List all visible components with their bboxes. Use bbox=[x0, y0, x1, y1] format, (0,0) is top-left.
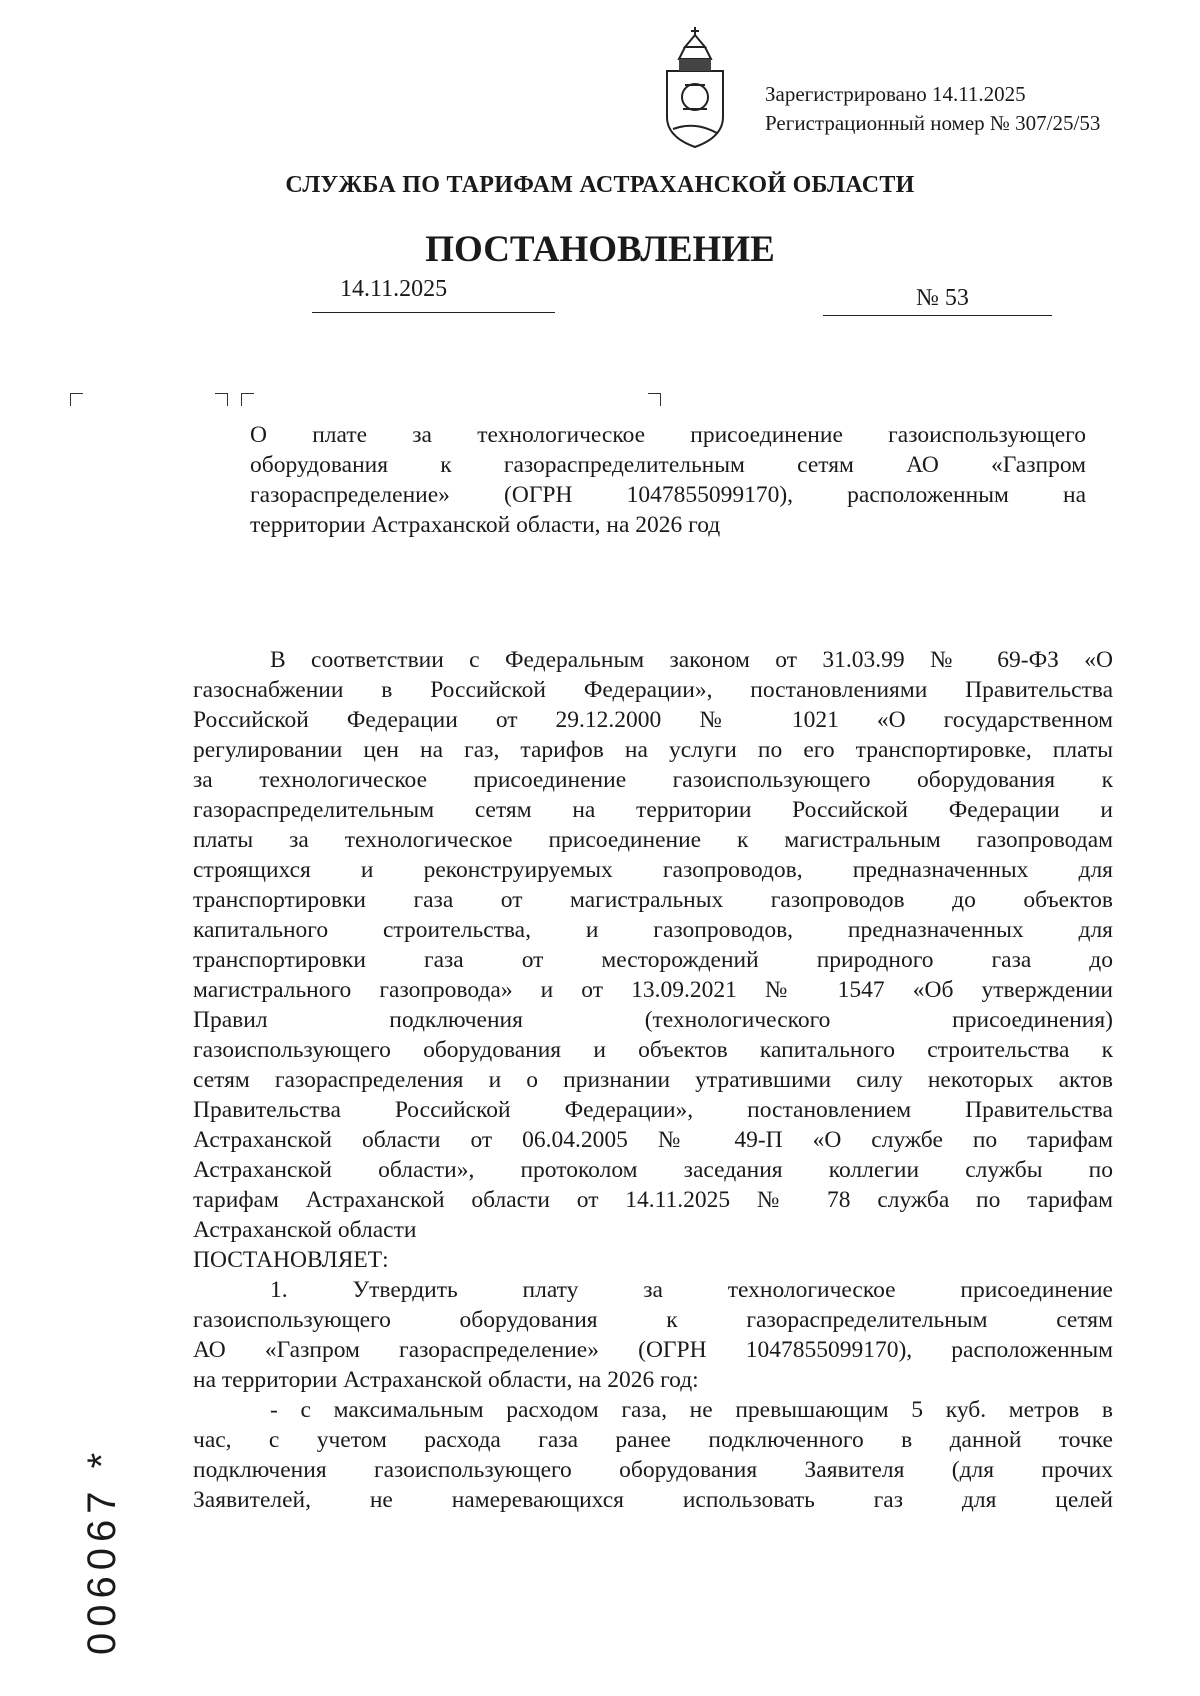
document-body bbox=[193, 645, 1113, 1515]
body-line: 1. Утвердить плату за технологическое присоединение bbox=[270, 1277, 1113, 1303]
document-number: № 53 bbox=[916, 285, 969, 311]
left-margin-corner-mark bbox=[70, 393, 83, 406]
side-serial-number: 006067 * bbox=[80, 1446, 124, 1655]
agency-title: СЛУЖБА ПО ТАРИФАМ АСТРАХАНСКОЙ ОБЛАСТИ bbox=[285, 172, 915, 198]
body-line: строящихся и реконструируемых газопроводов, предназначенных для bbox=[193, 857, 1113, 883]
body-line: Российской Федерации от 29.12.2000 № 1021 «О государственном bbox=[193, 707, 1113, 733]
document-subject bbox=[250, 420, 1086, 540]
subject-line: оборудования к газораспределительным сетям АО «Газпром bbox=[250, 452, 1086, 478]
body-line: час, с учетом расхода газа ранее подключенного в данной точке bbox=[193, 1427, 1113, 1453]
subject-line: О плате за технологическое присоединение газоиспользующего bbox=[250, 422, 1086, 448]
resolves-heading: ПОСТАНОВЛЯЕТ: bbox=[193, 1247, 389, 1273]
document-date: 14.11.2025 bbox=[340, 276, 448, 302]
body-line: Астраханской области», протоколом заседания коллегии службы по bbox=[193, 1157, 1113, 1183]
body-line: Правил подключения (технологического присоединения) bbox=[193, 1007, 1113, 1033]
body-line: АО «Газпром газораспределение» (ОГРН 1047855099170), расположенным bbox=[193, 1337, 1113, 1363]
body-line: газоснабжении в Российской Федерации», постановлениями Правительства bbox=[193, 677, 1113, 703]
body-line: тарифам Астраханской области от 14.11.2025 № 78 служба по тарифам bbox=[193, 1187, 1113, 1213]
coat-of-arms-emblem bbox=[655, 25, 735, 153]
registration-date: Зарегистрировано 14.11.2025 bbox=[765, 82, 1026, 106]
registration-number: Регистрационный номер № 307/25/53 bbox=[765, 111, 1101, 135]
registration-info bbox=[765, 80, 1100, 138]
number-underline bbox=[823, 315, 1052, 316]
side-stamp bbox=[75, 1355, 129, 1655]
body-line: транспортировки газа от месторождений природного газа до bbox=[193, 947, 1113, 973]
body-line: регулировании цен на газ, тарифов на услуги по его транспортировке, платы bbox=[193, 737, 1113, 763]
body-line: В соответствии с Федеральным законом от 31.03.99 № 69-ФЗ «О bbox=[270, 647, 1113, 673]
body-line: - с максимальным расходом газа, не превышающим 5 куб. метров в bbox=[270, 1397, 1113, 1423]
subject-corner-mark-left bbox=[215, 393, 228, 406]
body-line: газоиспользующего оборудования к газораспределительным сетям bbox=[193, 1307, 1113, 1333]
subject-corner-mark-left-inner bbox=[241, 393, 254, 406]
body-line: Астраханской области bbox=[193, 1217, 417, 1243]
document-type: ПОСТАНОВЛЕНИЕ bbox=[425, 229, 775, 270]
body-line: подключения газоиспользующего оборудования Заявителя (для прочих bbox=[193, 1457, 1113, 1483]
body-line: платы за технологическое присоединение к магистральным газопроводам bbox=[193, 827, 1113, 853]
date-underline bbox=[312, 312, 555, 313]
body-line: Астраханской области от 06.04.2005 № 49-П «О службе по тарифам bbox=[193, 1127, 1113, 1153]
body-line: за технологическое присоединение газоиспользующего оборудования к bbox=[193, 767, 1113, 793]
subject-line: территории Астраханской области, на 2026 год bbox=[250, 512, 721, 538]
body-line: транспортировки газа от магистральных газопроводов до объектов bbox=[193, 887, 1113, 913]
body-line: магистрального газопровода» и от 13.09.2021 № 1547 «Об утверждении bbox=[193, 977, 1113, 1003]
body-line: капитального строительства, и газопроводов, предназначенных для bbox=[193, 917, 1113, 943]
subject-corner-mark-right bbox=[648, 393, 661, 406]
body-line: на территории Астраханской области, на 2026 год: bbox=[193, 1367, 699, 1393]
body-line: сетям газораспределения и о признании утратившими силу некоторых актов bbox=[193, 1067, 1113, 1093]
body-line: газоиспользующего оборудования и объектов капитального строительства к bbox=[193, 1037, 1113, 1063]
body-line: Заявителей, не намеревающихся использовать газ для целей bbox=[193, 1487, 1113, 1513]
body-line: Правительства Российской Федерации», постановлением Правительства bbox=[193, 1097, 1113, 1123]
body-line: газораспределительным сетям на территории Российской Федерации и bbox=[193, 797, 1113, 823]
subject-line: газораспределение» (ОГРН 1047855099170), расположенным на bbox=[250, 482, 1086, 508]
